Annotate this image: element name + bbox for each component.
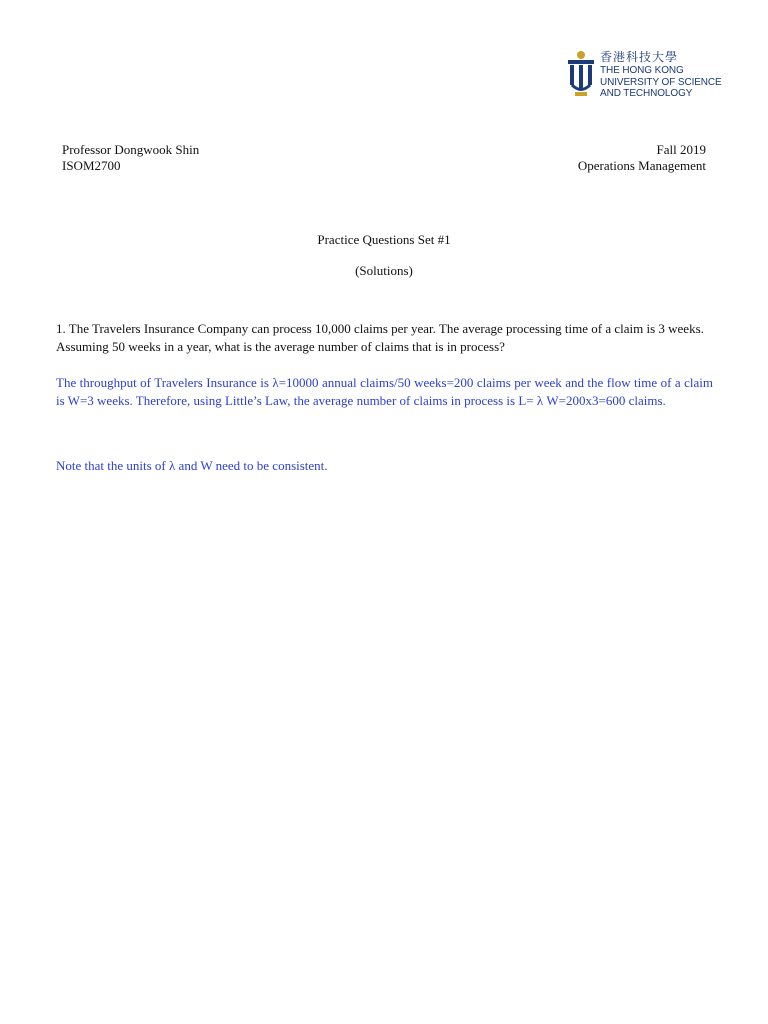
subject: Operations Management bbox=[577, 158, 706, 173]
logo-line-2: UNIVERSITY OF SCIENCE bbox=[600, 76, 722, 88]
header-left bbox=[62, 142, 199, 174]
logo-line-1: THE HONG KONG bbox=[600, 65, 684, 76]
question-1: 1. The Travelers Insurance Company can process 10,000 claims per year. The average processing time of a claim is 3 weeks. Assuming 50 weeks in a year, what is the average number of claims that is in process? bbox=[56, 321, 704, 354]
university-logo bbox=[566, 50, 722, 100]
document-title: Practice Questions Set #1 bbox=[317, 232, 451, 247]
term: Fall 2019 bbox=[656, 142, 706, 157]
professor-name: Professor Dongwook Shin bbox=[62, 142, 200, 157]
answer-note: Note that the units of λ and W need to be consistent. bbox=[56, 458, 328, 473]
header-right bbox=[578, 142, 706, 174]
logo-chinese-name: 香港科技大學 bbox=[600, 50, 679, 64]
logo-line-3: AND TECHNOLOGY bbox=[600, 88, 693, 99]
course-code: ISOM2700 bbox=[62, 158, 121, 173]
hkust-emblem-icon bbox=[566, 50, 596, 98]
document-subtitle: (Solutions) bbox=[355, 263, 413, 278]
answer-1: The throughput of Travelers Insurance is λ=10000 annual claims/50 weeks=200 claims per week and the flow time of a claim is W=3 weeks. Therefore, using Little’s Law, the average number of claims in process is L= λ W=200x3=600 claims. bbox=[56, 375, 713, 408]
